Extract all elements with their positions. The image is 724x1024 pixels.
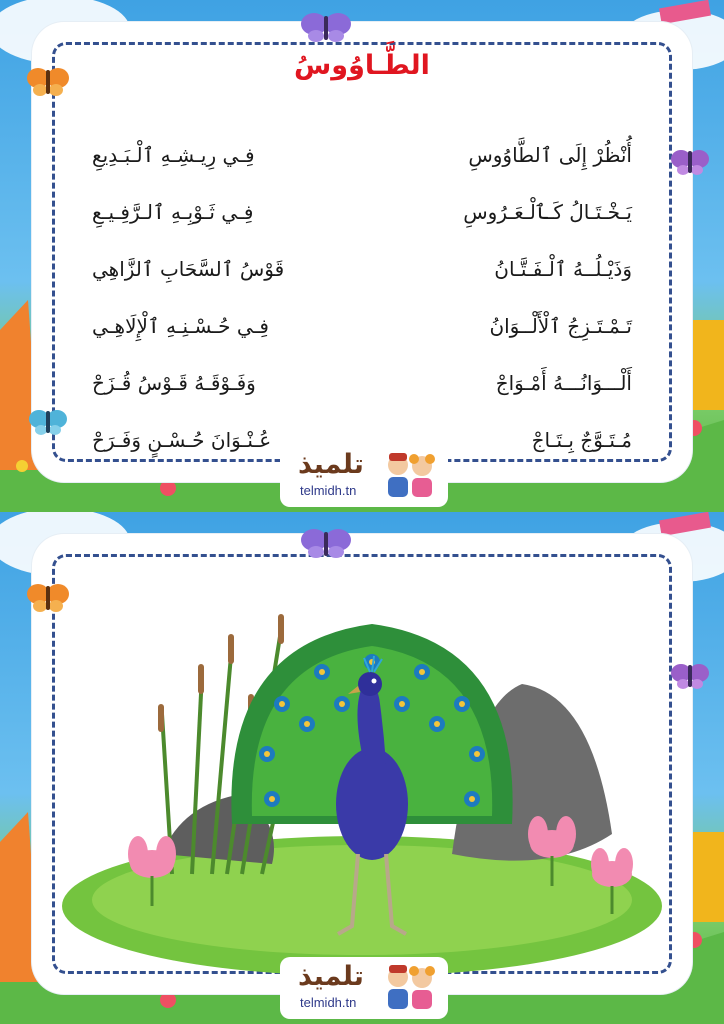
verse-line xyxy=(92,240,632,297)
poem-title: الطَّـاوُوسُ xyxy=(294,50,430,81)
logo-arabic-text: تلميذ xyxy=(298,961,364,992)
verse-second-half: وَفَـوْقَـهُ قَـوْسُ قُـزَحْ xyxy=(92,370,256,395)
verse-first-half: يَـخْـتَـالُ كَـٱلْـعَـرُوسِ xyxy=(463,199,632,224)
peacock-illustration xyxy=(52,554,672,974)
butterfly-icon xyxy=(28,408,68,438)
verse-second-half: قَوْسُ ٱلسَّحَابِ ٱلزَّاهِي xyxy=(92,256,285,281)
verse-first-half: أُنْظُرْ إِلَى ٱلطَّاوُوسِ xyxy=(468,142,632,167)
verse-line xyxy=(92,126,632,183)
kids-mascot-icon xyxy=(380,449,438,501)
butterfly-icon xyxy=(670,148,710,178)
verse-second-half: فِـي رِيـشِـهِ ٱلْـبَـدِيعِ xyxy=(92,142,255,167)
verse-first-half: تَـمْـتَـزِجُ ٱلْأَلْــوَانُ xyxy=(489,313,632,338)
verse-second-half: عُـنْـوَانَ حُـسْـنٍ وَفَـرَحْ xyxy=(92,427,272,452)
verse-first-half: مُـتَـوَّجٌ بِـتَـاجْ xyxy=(531,427,632,452)
site-logo[interactable] xyxy=(280,957,448,1019)
logo-url-text: telmidh.tn xyxy=(300,995,357,1010)
kids-mascot-icon xyxy=(380,961,438,1013)
verse-first-half: وَذَيْـلُــهُ ٱلْـفَـتَّـانُ xyxy=(494,256,632,281)
verse-second-half: فِـي ثَـوْبِـهِ ٱلـرَّفِـيـعِ xyxy=(92,199,254,224)
verse-first-half: أَلْـــوَانُـــهُ أَمْـوَاجْ xyxy=(495,370,632,395)
logo-url-text: telmidh.tn xyxy=(300,483,357,498)
poem-body xyxy=(92,126,632,468)
logo-arabic-text: تلميذ xyxy=(298,449,364,480)
verse-line xyxy=(92,354,632,411)
site-logo[interactable] xyxy=(280,445,448,507)
butterfly-icon xyxy=(670,662,710,692)
illustration-page xyxy=(0,512,724,1024)
verse-second-half: فِـي حُـسْـنِـهِ ٱلْإِلَاهِـي xyxy=(92,313,269,338)
verse-line xyxy=(92,297,632,354)
butterfly-icon xyxy=(300,10,352,44)
verse-line xyxy=(92,183,632,240)
